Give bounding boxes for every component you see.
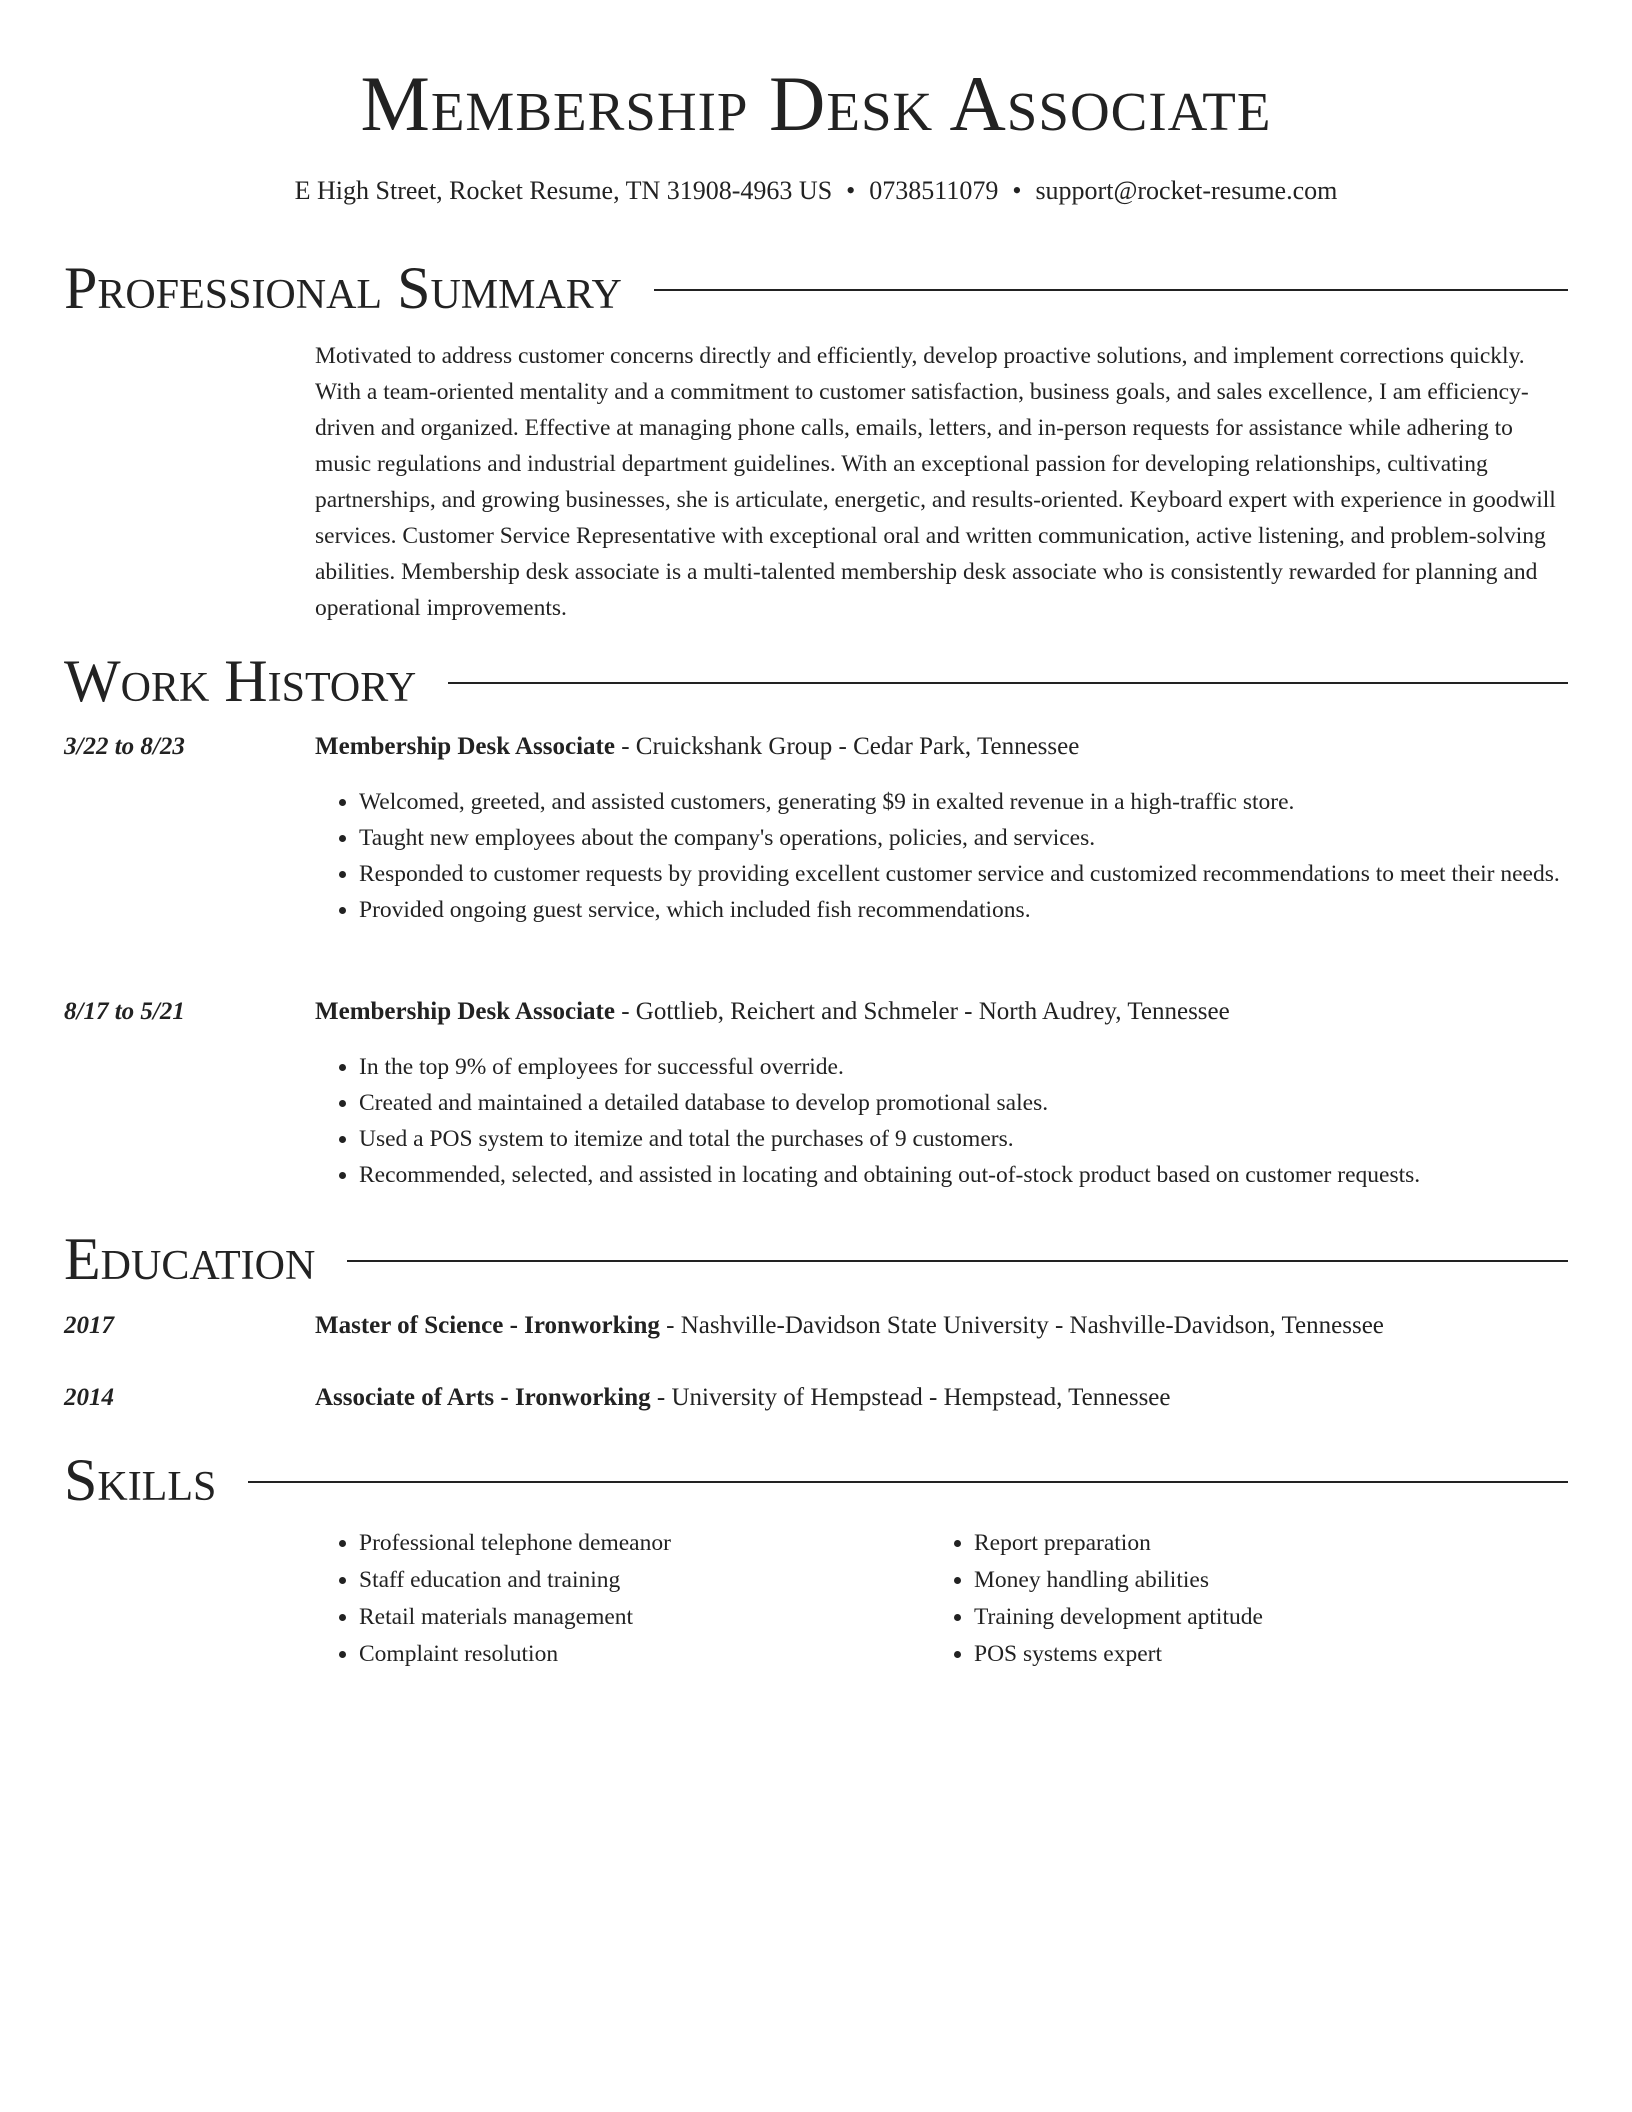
education-year: 2014 xyxy=(64,1384,114,1411)
job-details: - Cruickshank Group - Cedar Park, Tennessee xyxy=(614,733,1080,760)
contact-separator: • xyxy=(1012,176,1022,205)
contact-separator: • xyxy=(846,176,856,205)
education-section-header xyxy=(64,1224,1568,1294)
skill-item: • POS systems expert xyxy=(974,1636,1534,1673)
skill-item: • Professional telephone demeanor xyxy=(359,1525,919,1562)
candidate-name: Membership Desk Associate xyxy=(360,60,1272,147)
education-degree: Associate of Arts - Ironworking xyxy=(315,1384,651,1411)
job-bullet: • Welcomed, greeted, and assisted customers, generating $9 in exalted revenue in a high-traffic store. xyxy=(359,784,1612,820)
contact-address: E High Street, Rocket Resume, TN 31908-4963 US xyxy=(294,176,833,205)
section-title-skills: Skills xyxy=(64,1447,217,1513)
job-bullets xyxy=(315,784,1612,928)
education-year: 2017 xyxy=(64,1312,114,1339)
skill-item: • Complaint resolution xyxy=(359,1636,919,1673)
skill-item: • Staff education and training xyxy=(359,1562,919,1599)
skill-item: • Retail materials management xyxy=(359,1599,919,1636)
job-bullet: • Taught new employees about the company's operations, policies, and services. xyxy=(359,820,1612,856)
education-details: - Nashville-Davidson State University - Nashville-Davidson, Tennessee xyxy=(659,1312,1384,1339)
skill-item: • Training development aptitude xyxy=(974,1599,1534,1636)
job-role: Membership Desk Associate xyxy=(315,733,615,760)
job-bullet: • Provided ongoing guest service, which included fish recommendations. xyxy=(359,892,1612,928)
job-bullet: • Recommended, selected, and assisted in locating and obtaining out-of-stock product based on customer requests. xyxy=(359,1157,1612,1193)
job-details: - Gottlieb, Reichert and Schmeler - North Audrey, Tennessee xyxy=(614,998,1230,1025)
education-degree: Master of Science - Ironworking xyxy=(315,1312,660,1339)
skill-item: • Report preparation xyxy=(974,1525,1534,1562)
education-line xyxy=(315,1381,1568,1415)
education-line xyxy=(315,1309,1568,1343)
section-divider xyxy=(347,1260,1568,1262)
work-section-header xyxy=(64,646,1568,716)
job-bullet: • Created and maintained a detailed database to develop promotional sales. xyxy=(359,1085,1612,1121)
job-title-line xyxy=(315,995,1568,1029)
skills-list-left xyxy=(315,1525,919,1673)
contact-line xyxy=(0,174,1632,208)
job-bullet: • Responded to customer requests by providing excellent customer service and customized recommendations to meet their needs. xyxy=(359,856,1612,892)
job-bullet: • Used a POS system to itemize and total the purchases of 9 customers. xyxy=(359,1121,1612,1157)
summary-section-header xyxy=(64,253,1568,323)
job-dates: 3/22 to 8/23 xyxy=(64,733,185,760)
skills-section-header xyxy=(64,1445,1568,1515)
job-dates: 8/17 to 5/21 xyxy=(64,998,185,1025)
job-bullets xyxy=(315,1049,1612,1193)
job-title-line xyxy=(315,730,1568,764)
skill-item: • Money handling abilities xyxy=(974,1562,1534,1599)
section-divider xyxy=(448,682,1568,684)
contact-email[interactable]: support@rocket-resume.com xyxy=(1035,176,1338,205)
section-divider xyxy=(248,1481,1568,1483)
section-title-summary: Professional Summary xyxy=(64,255,622,321)
section-divider xyxy=(654,289,1568,291)
skills-list-right xyxy=(930,1525,1534,1673)
education-details: - University of Hempstead - Hempstead, Tennessee xyxy=(650,1384,1171,1411)
job-role: Membership Desk Associate xyxy=(315,998,615,1025)
section-title-work: Work History xyxy=(64,648,417,714)
summary-text: Motivated to address customer concerns directly and efficiently, develop proactive solutions, and implement corrections quickly. With a team-oriented mentality and a commitment to customer satisfaction, business goals, and sales excellence, I am efficiency-driven and organized. Effective at managing phone calls, emails, letters, and in-person requests for assistance while adhering to music regulations and industrial department guidelines. With an exceptional passion for developing relationships, cultivating partnerships, and growing businesses, she is articulate, energetic, and results-oriented. Keyboard expert with experience in goodwill services. Customer Service Representative with exceptional oral and written communication, active listening, and problem-solving abilities. Membership desk associate is a multi-talented membership desk associate who is consistently rewarded for planning and operational improvements. xyxy=(315,343,1556,621)
contact-phone: 0738511079 xyxy=(869,176,999,205)
job-bullet: • In the top 9% of employees for successful override. xyxy=(359,1049,1612,1085)
section-title-education: Education xyxy=(64,1226,316,1292)
